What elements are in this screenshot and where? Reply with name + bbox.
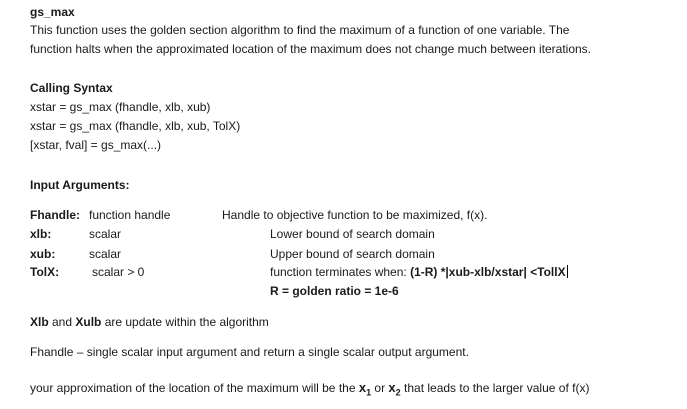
arg-desc-tolx <box>270 264 568 280</box>
text-cursor <box>567 265 568 278</box>
approx-suffix: that leads to the larger value of f(x) <box>400 381 590 395</box>
update-note <box>30 314 269 330</box>
arg-name-tolx: TolX: <box>30 265 60 279</box>
golden-ratio-note: R = golden ratio = 1e-6 <box>270 284 399 298</box>
update-rest: are update within the algorithm <box>101 315 269 329</box>
intro-line-2: function halts when the approximated location of the maximum does not change much between iterations. <box>30 42 591 56</box>
approximation-note <box>30 380 589 401</box>
arg-type-tolx: scalar > 0 <box>92 265 145 279</box>
update-term-xlb: Xlb <box>30 315 49 329</box>
arg-type-fhandle: function handle <box>89 208 171 222</box>
x1-base: x <box>358 380 367 395</box>
arg-type-xub: scalar <box>89 247 122 261</box>
syntax-line-2: xstar = gs_max (fhandle, xlb, xub, TolX) <box>30 119 241 133</box>
update-connector: and <box>48 315 76 329</box>
doc-title: gs_max <box>30 5 75 19</box>
syntax-line-3: [xstar, fval] = gs_max(...) <box>30 138 162 152</box>
arg-name-fhandle: Fhandle: <box>30 208 80 222</box>
arg-name-xub: xub: <box>30 247 56 261</box>
tolx-condition-label: function terminates when: <box>270 265 411 279</box>
arg-name-xlb: xlb: <box>30 227 52 241</box>
tolx-condition-formula: (1-R) *|xub-xlb/xstar| <TollX <box>410 265 566 279</box>
arg-type-xlb: scalar <box>89 227 122 241</box>
x1-symbol <box>358 380 372 398</box>
arg-desc-xub: Upper bound of search domain <box>270 247 435 261</box>
x2-symbol <box>388 380 401 398</box>
approx-prefix: your approximation of the location of the maximum will be the <box>30 381 359 395</box>
arg-desc-fhandle: Handle to objective function to be maximized, f(x). <box>222 208 488 222</box>
approx-or: or <box>371 381 389 395</box>
update-term-xulb: Xulb <box>75 315 102 329</box>
intro-line-1: This function uses the golden section algorithm to find the maximum of a function of one variable. The <box>30 23 570 37</box>
syntax-line-1: xstar = gs_max (fhandle, xlb, xub) <box>30 100 211 114</box>
calling-syntax-heading: Calling Syntax <box>30 81 113 95</box>
fhandle-note: Fhandle – single scalar input argument and return a single scalar output argument. <box>30 345 469 359</box>
x2-subscript: 2 <box>395 387 401 398</box>
x2-base: x <box>388 380 396 395</box>
arg-desc-xlb: Lower bound of search domain <box>270 227 435 241</box>
x1-subscript: 1 <box>366 387 372 398</box>
input-arguments-heading: Input Arguments: <box>30 178 130 192</box>
